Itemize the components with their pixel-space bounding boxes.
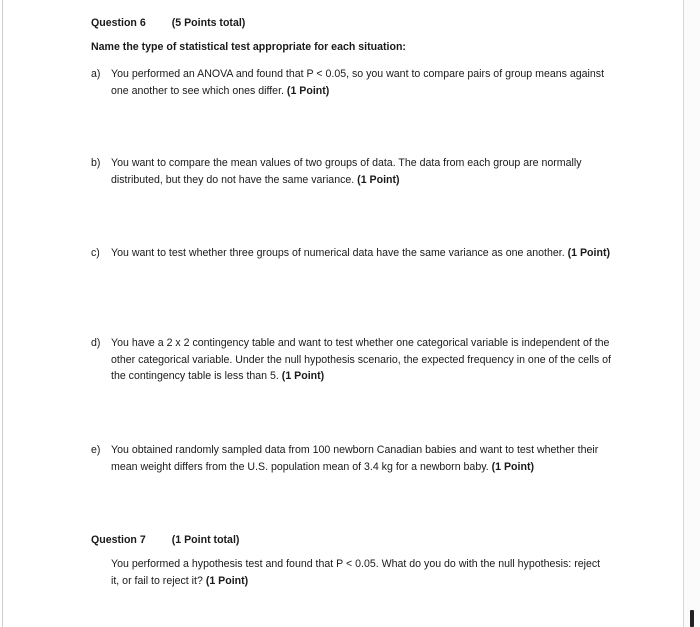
page-left-border [2,0,3,627]
item-text: You want to compare the mean values of two groups of data. The data from each group are normally distributed, but they do not have the same variance. [111,157,582,186]
item-letter: b) [91,157,101,169]
item-body [111,335,611,385]
question-7-header [91,532,239,549]
question-6-item-c [91,245,611,262]
question-6-item-d [91,335,611,385]
question-6-instruction: Name the type of statistical test appropriate for each situation: [91,41,406,53]
item-text: You want to test whether three groups of numerical data have the same variance as one another. [111,247,565,259]
question-6-number: Question 6 [91,17,146,29]
question-6-item-e [91,442,611,475]
question-7-body [111,556,611,589]
item-text: You obtained randomly sampled data from 100 newborn Canadian babies and want to test whether their mean weight differs from the U.S. population mean of 3.4 kg for a newborn baby. [111,444,599,473]
item-letter: d) [91,337,101,349]
question-6-item-b [91,155,611,188]
item-points: (1 Point) [357,173,400,186]
question-6-points: (5 Points total) [171,17,246,29]
scrollbar-thumb[interactable] [690,610,694,627]
item-letter: a) [91,68,101,80]
item-text: You have a 2 x 2 contingency table and want to test whether one categorical variable is independent of the other categorical variable. Under the null hypothesis scenario, the expected frequency in one of the cells of the contingency table is less than 5. [111,337,611,382]
item-points: (1 Point) [286,84,330,97]
item-text: You performed an ANOVA and found that P < 0.05, so you want to compare pairs of group means against one another to see which ones differ. [111,68,605,97]
question-7-item-points: (1 Point) [205,574,249,587]
question-6-item-a [91,66,611,99]
question-7-points: (1 Point total) [171,534,240,546]
item-letter: c) [91,247,100,259]
question-7-number: Question 7 [91,534,146,546]
item-points: (1 Point) [491,460,534,473]
item-points: (1 Point) [567,247,610,259]
item-points: (1 Point) [281,370,325,382]
item-body [111,245,611,262]
item-letter: e) [91,444,101,456]
question-6-header [91,15,245,32]
vertical-scrollbar[interactable] [683,0,700,627]
item-body [111,155,611,188]
item-body [111,66,611,99]
question-7-text: You performed a hypothesis test and found that P < 0.05. What do you do with the null hypothesis: reject it, or fail to reject it? [111,558,601,587]
item-body [111,442,611,475]
